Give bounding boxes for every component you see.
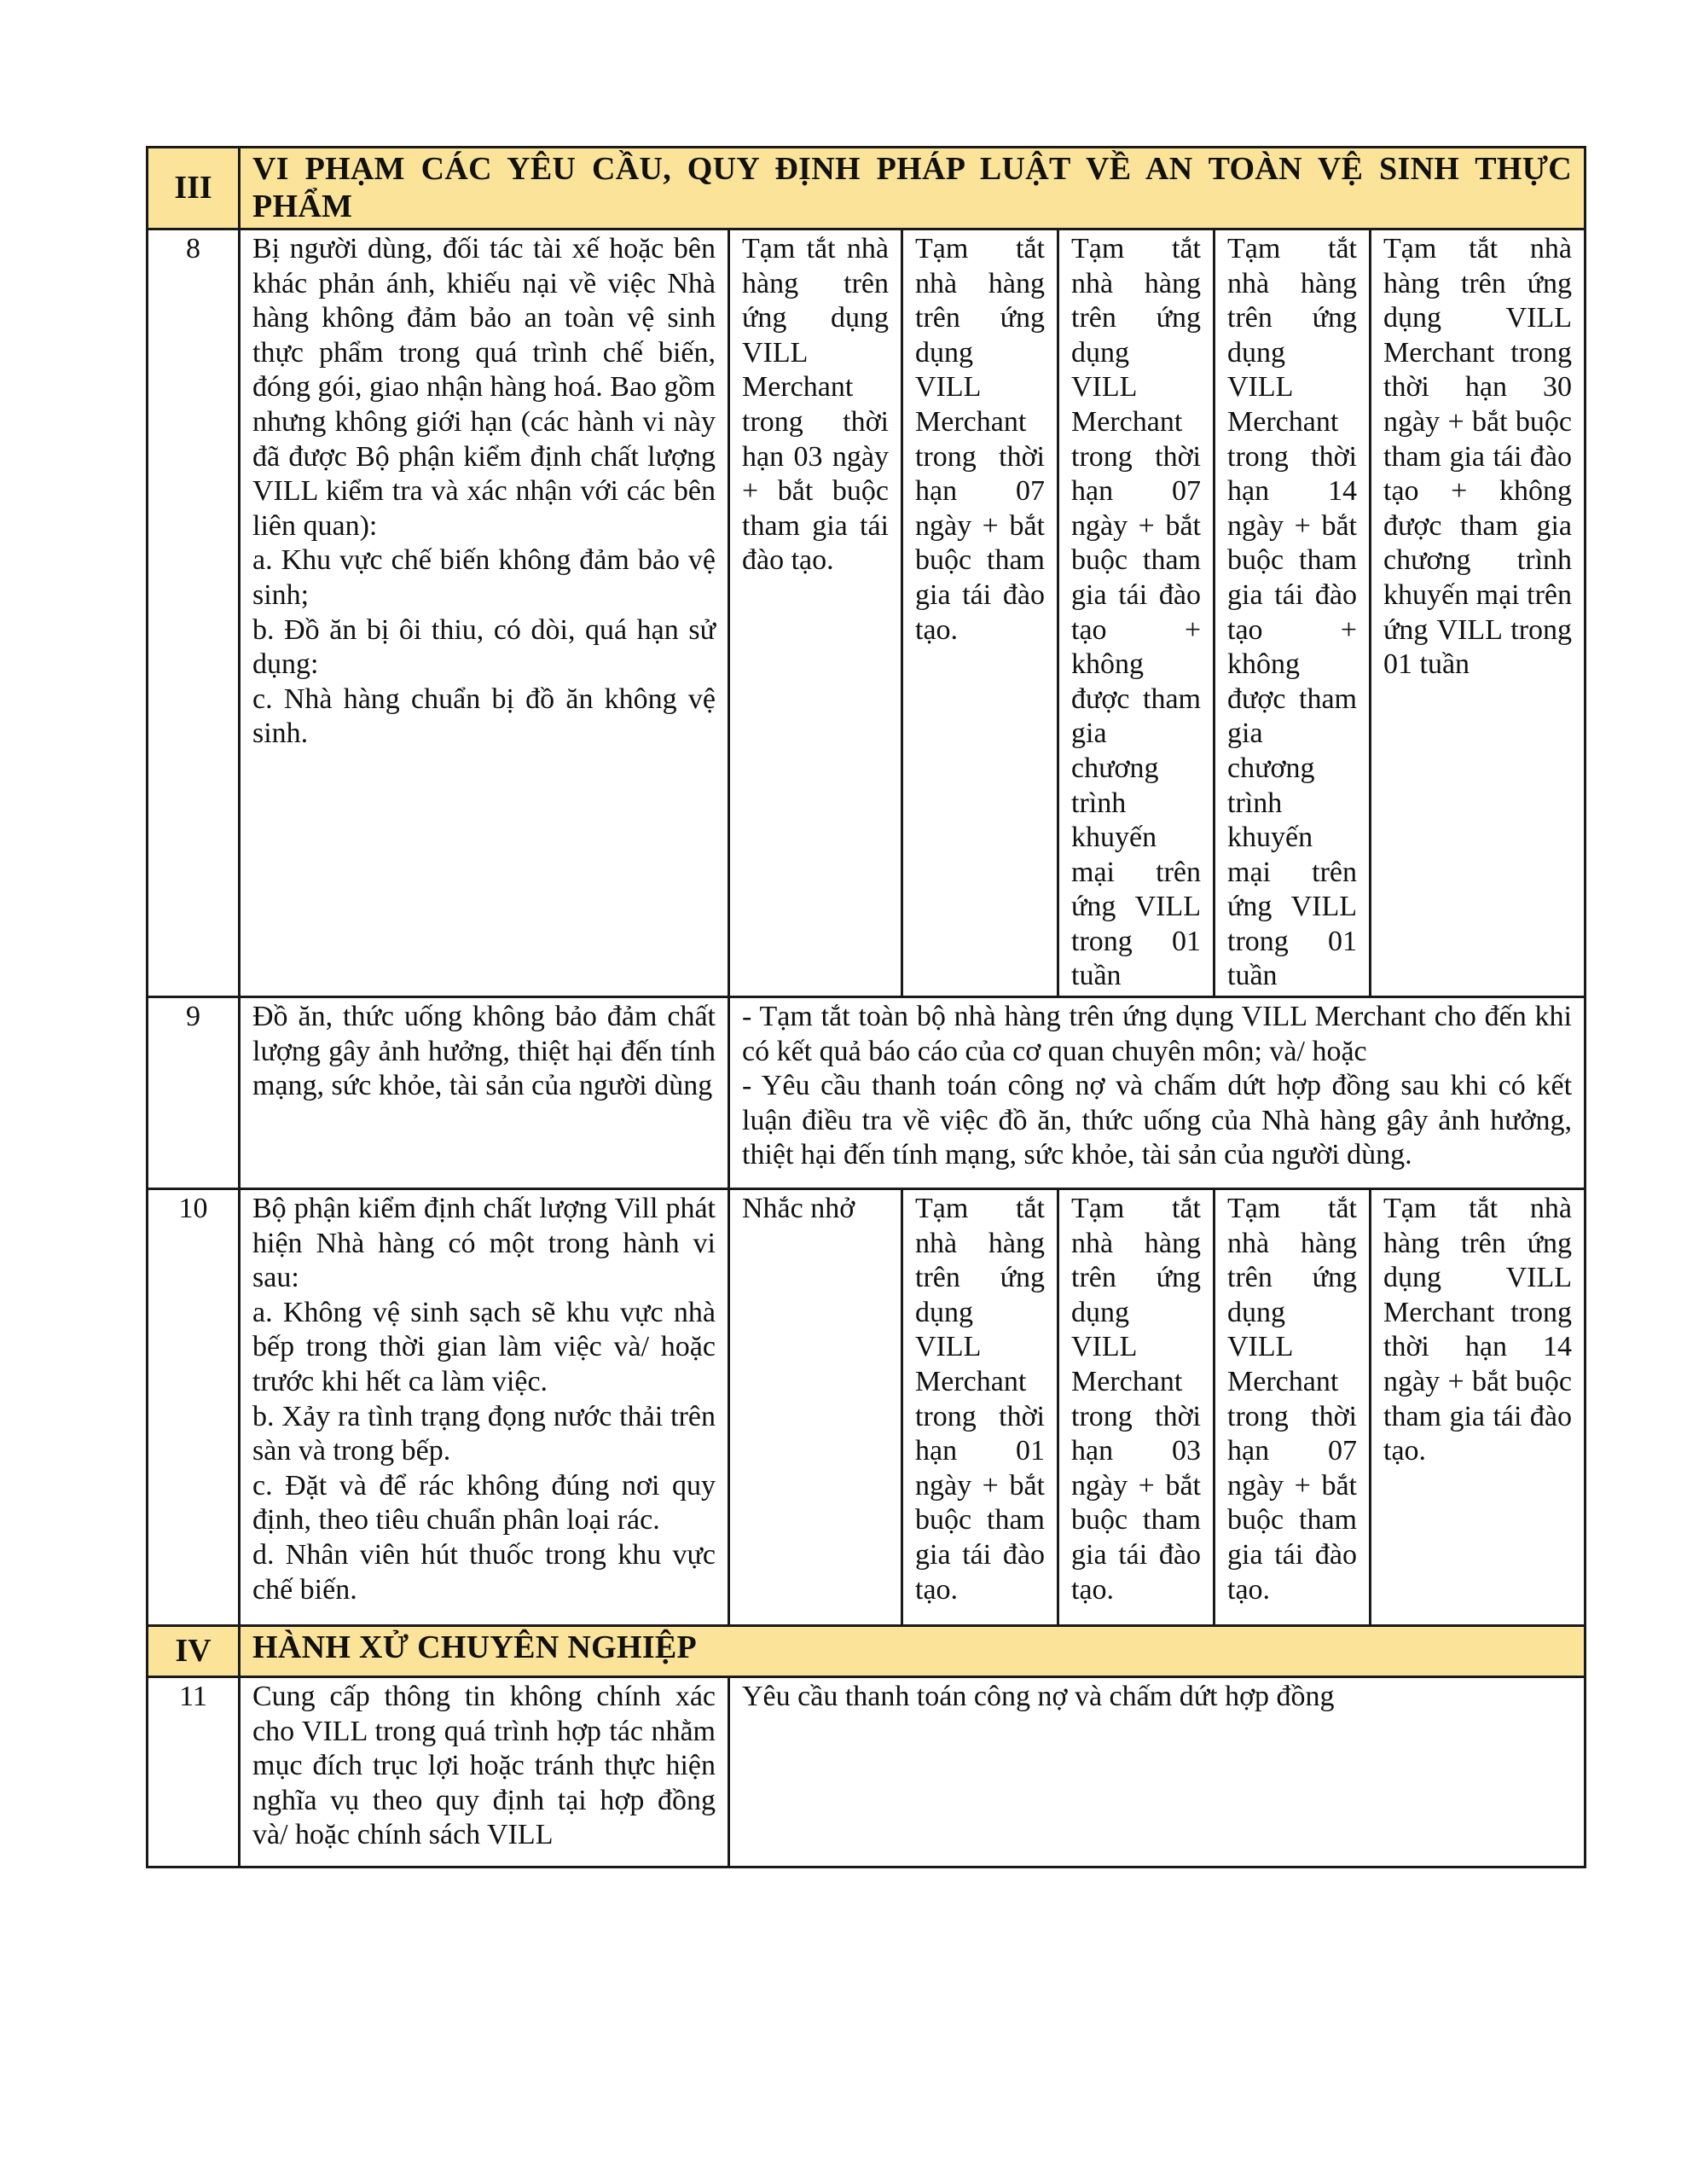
penalty-level-3: Tạm tắt nhà hàng trên ứng dụng VILL Merchant trong thời hạn 03 ngày + bắt buộc tham gia tái đào tạo. [1058, 1189, 1215, 1626]
description-item: a. Khu vực chế biến không đảm bảo vệ sinh; [252, 544, 716, 611]
penalty-level-2: Tạm tắt nhà hàng trên ứng dụng VILL Merchant trong thời hạn 07 ngày + bắt buộc tham gia tái đào tạo. [902, 229, 1058, 997]
section-number: III [148, 148, 240, 229]
penalty-level-4: Tạm tắt nhà hàng trên ứng dụng VILL Merchant trong thời hạn 14 ngày + bắt buộc tham gia tái đào tạo + không được tham gia chương trình khuyến mại trên ứng VILL trong 01 tuần [1215, 229, 1371, 997]
penalty-line: - Tạm tắt toàn bộ nhà hàng trên ứng dụng VILL Merchant cho đến khi có kết quả báo cáo của cơ quan chuyên môn; và/ hoặc [742, 1001, 1573, 1067]
section-title: VI PHẠM CÁC YÊU CẦU, QUY ĐỊNH PHÁP LUẬT VỀ AN TOÀN VỆ SINH THỰC PHẨM [240, 148, 1586, 229]
description-paragraph: Bị người dùng, đối tác tài xế hoặc bên khác phản ánh, khiếu nại về việc Nhà hàng không đảm bảo an toàn vệ sinh thực phẩm trong quá trình chế biến, đóng gói, giao nhận hàng hoá. Bao gồm nhưng không giới hạn (các hành vi này đã được Bộ phận kiểm định chất lượng VILL kiểm tra và xác nhận với các bên liên quan): [252, 233, 716, 542]
penalty-level-1: Tạm tắt nhà hàng trên ứng dụng VILL Merchant trong thời hạn 03 ngày + bắt buộc tham gia tái đào tạo. [729, 229, 902, 997]
description-item: b. Đồ ăn bị ôi thiu, có dòi, quá hạn sử dụng: [252, 613, 716, 681]
violation-description [240, 229, 729, 997]
row-number: 11 [148, 1677, 240, 1867]
table-row [148, 997, 1586, 1189]
row-number: 9 [148, 997, 240, 1189]
row-number: 8 [148, 229, 240, 997]
section-number: IV [148, 1626, 240, 1677]
table-row [148, 1189, 1586, 1626]
penalty-level-5: Tạm tắt nhà hàng trên ứng dụng VILL Merchant trong thời hạn 30 ngày + bắt buộc tham gia tái đào tạo + không được tham gia chương trình khuyến mại trên ứng VILL trong 01 tuần [1371, 229, 1586, 997]
table-row [148, 1677, 1586, 1867]
description-item: a. Không vệ sinh sạch sẽ khu vực nhà bếp trong thời gian làm việc và/ hoặc trước khi hết ca làm việc. [252, 1296, 716, 1398]
row-number: 10 [148, 1189, 240, 1626]
penalty-level-5: Tạm tắt nhà hàng trên ứng dụng VILL Merchant trong thời hạn 14 ngày + bắt buộc tham gia tái đào tạo. [1371, 1189, 1586, 1626]
penalty-level-1: Nhắc nhở [729, 1189, 902, 1626]
penalty-line: - Yêu cầu thanh toán công nợ và chấm dứt hợp đồng sau khi có kết luận điều tra về việc đồ ăn, thức uống của Nhà hàng gây ảnh hưởng, thiệt hại đến tính mạng, sức khỏe, tài sản của người dùng. [742, 1070, 1573, 1171]
description-item: c. Đặt và để rác không đúng nơi quy định, theo tiêu chuẩn phân loại rác. [252, 1469, 716, 1536]
penalty-level-4: Tạm tắt nhà hàng trên ứng dụng VILL Merchant trong thời hạn 07 ngày + bắt buộc tham gia tái đào tạo. [1215, 1189, 1371, 1626]
section-title: HÀNH XỬ CHUYÊN NGHIỆP [240, 1626, 1586, 1677]
section-header-iv [148, 1626, 1586, 1677]
section-header-iii [148, 148, 1586, 229]
description-paragraph: Bộ phận kiểm định chất lượng Vill phát hiện Nhà hàng có một trong hành vi sau: [252, 1193, 716, 1294]
violation-description: Đồ ăn, thức uống không bảo đảm chất lượng gây ảnh hưởng, thiệt hại đến tính mạng, sức khỏe, tài sản của người dùng [240, 997, 729, 1189]
description-item: b. Xảy ra tình trạng đọng nước thải trên sàn và trong bếp. [252, 1400, 716, 1467]
penalty-line: Yêu cầu thanh toán công nợ và chấm dứt hợp đồng [742, 1681, 1335, 1713]
penalty-level-3: Tạm tắt nhà hàng trên ứng dụng VILL Merchant trong thời hạn 07 ngày + bắt buộc tham gia tái đào tạo + không được tham gia chương trình khuyến mại trên ứng VILL trong 01 tuần [1058, 229, 1215, 997]
table-row [148, 229, 1586, 997]
merged-penalty [729, 997, 1586, 1189]
merged-penalty [729, 1677, 1586, 1867]
violation-description: Cung cấp thông tin không chính xác cho VILL trong quá trình hợp tác nhằm mục đích trục lợi hoặc tránh thực hiện nghĩa vụ theo quy định tại hợp đồng và/ hoặc chính sách VILL [240, 1677, 729, 1867]
penalty-level-2: Tạm tắt nhà hàng trên ứng dụng VILL Merchant trong thời hạn 01 ngày + bắt buộc tham gia tái đào tạo. [902, 1189, 1058, 1626]
policy-table [146, 146, 1586, 1868]
description-item: d. Nhân viên hút thuốc trong khu vực chế biến. [252, 1539, 716, 1606]
violation-description [240, 1189, 729, 1626]
description-item: c. Nhà hàng chuẩn bị đồ ăn không vệ sinh. [252, 682, 716, 750]
